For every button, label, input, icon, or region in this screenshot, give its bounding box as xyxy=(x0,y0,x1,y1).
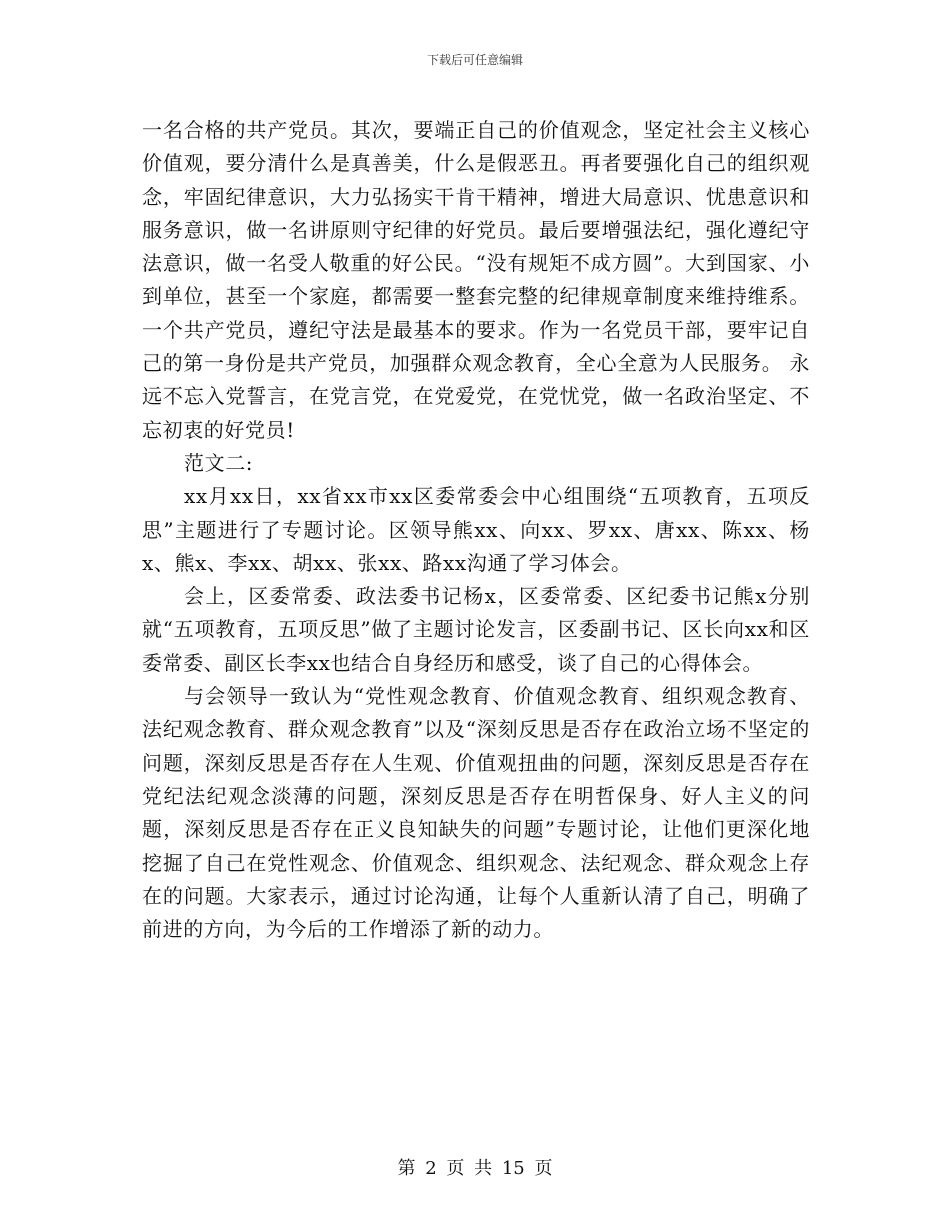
paragraph-continued: 一名合格的共产党员。其次，要端正自己的价值观念，坚定社会主义核心价值观，要分清什么是真善美，什么是假恶丑。再者要强化自己的组织观念，牢固纪律意识，大力弘扬实干肯干精神，增进大局意识、忧患意识和服务意识，做一名讲原则守纪律的好党员。最后要增强法纪，强化遵纪守法意识，做一名受人敬重的好公民。“没有规矩不成方圆”。大到国家、小到单位，甚至一个家庭，都需要一整套完整的纪律规章制度来维持维系。一个共产党员，遵纪守法是最基本的要求。作为一名党员干部，要牢记自己的第一身份是共产党员，加强群众观念教育，全心全意为人民服务。 永远不忘入党誓言，在党言党，在党爱党，在党忧党，做一名政治坚定、不忘初衷的好党员! xyxy=(142,118,810,442)
paragraph: 与会领导一致认为“党性观念教育、价值观念教育、组织观念教育、法纪观念教育、群众观念教育”以及“深刻反思是否存在政治立场不坚定的问题，深刻反思是否存在人生观、价值观扭曲的问题，深刻反思是否存在党纪法纪观念淡薄的问题，深刻反思是否存在明哲保身、好人主义的问题，深刻反思是否存在正义良知缺失的问题”专题讨论，让他们更深化地挖掘了自己在党性观念、价值观念、组织观念、法纪观念、群众观念上存在的问题。大家表示，通过讨论沟通，让每个人重新认清了自己，明确了前进的方向，为今后的工作增添了新的动力。 xyxy=(142,684,810,942)
paragraph: 会上，区委常委、政法委书记杨x，区委常委、区纪委书记熊x分别就“五项教育，五项反思”做了主题讨论发言，区委副书记、区长向xx和区委常委、副区长李xx也结合自身经历和感受，谈了自己的心得体会。 xyxy=(142,584,810,675)
section-heading: 范文二: xyxy=(184,450,254,475)
paragraph: xx月xx日，xx省xx市xx区委常委会中心组围绕“五项教育，五项反思”主题进行了专题讨论。区领导熊xx、向xx、罗xx、唐xx、陈xx、杨x、熊x、李xx、胡xx、张xx、路xx沟通了学习体会。 xyxy=(142,484,810,575)
page-header: 下载后可任意编辑 xyxy=(426,53,523,67)
document-body xyxy=(142,114,810,946)
page-number: 第 2 页 共 15 页 xyxy=(397,1158,553,1179)
